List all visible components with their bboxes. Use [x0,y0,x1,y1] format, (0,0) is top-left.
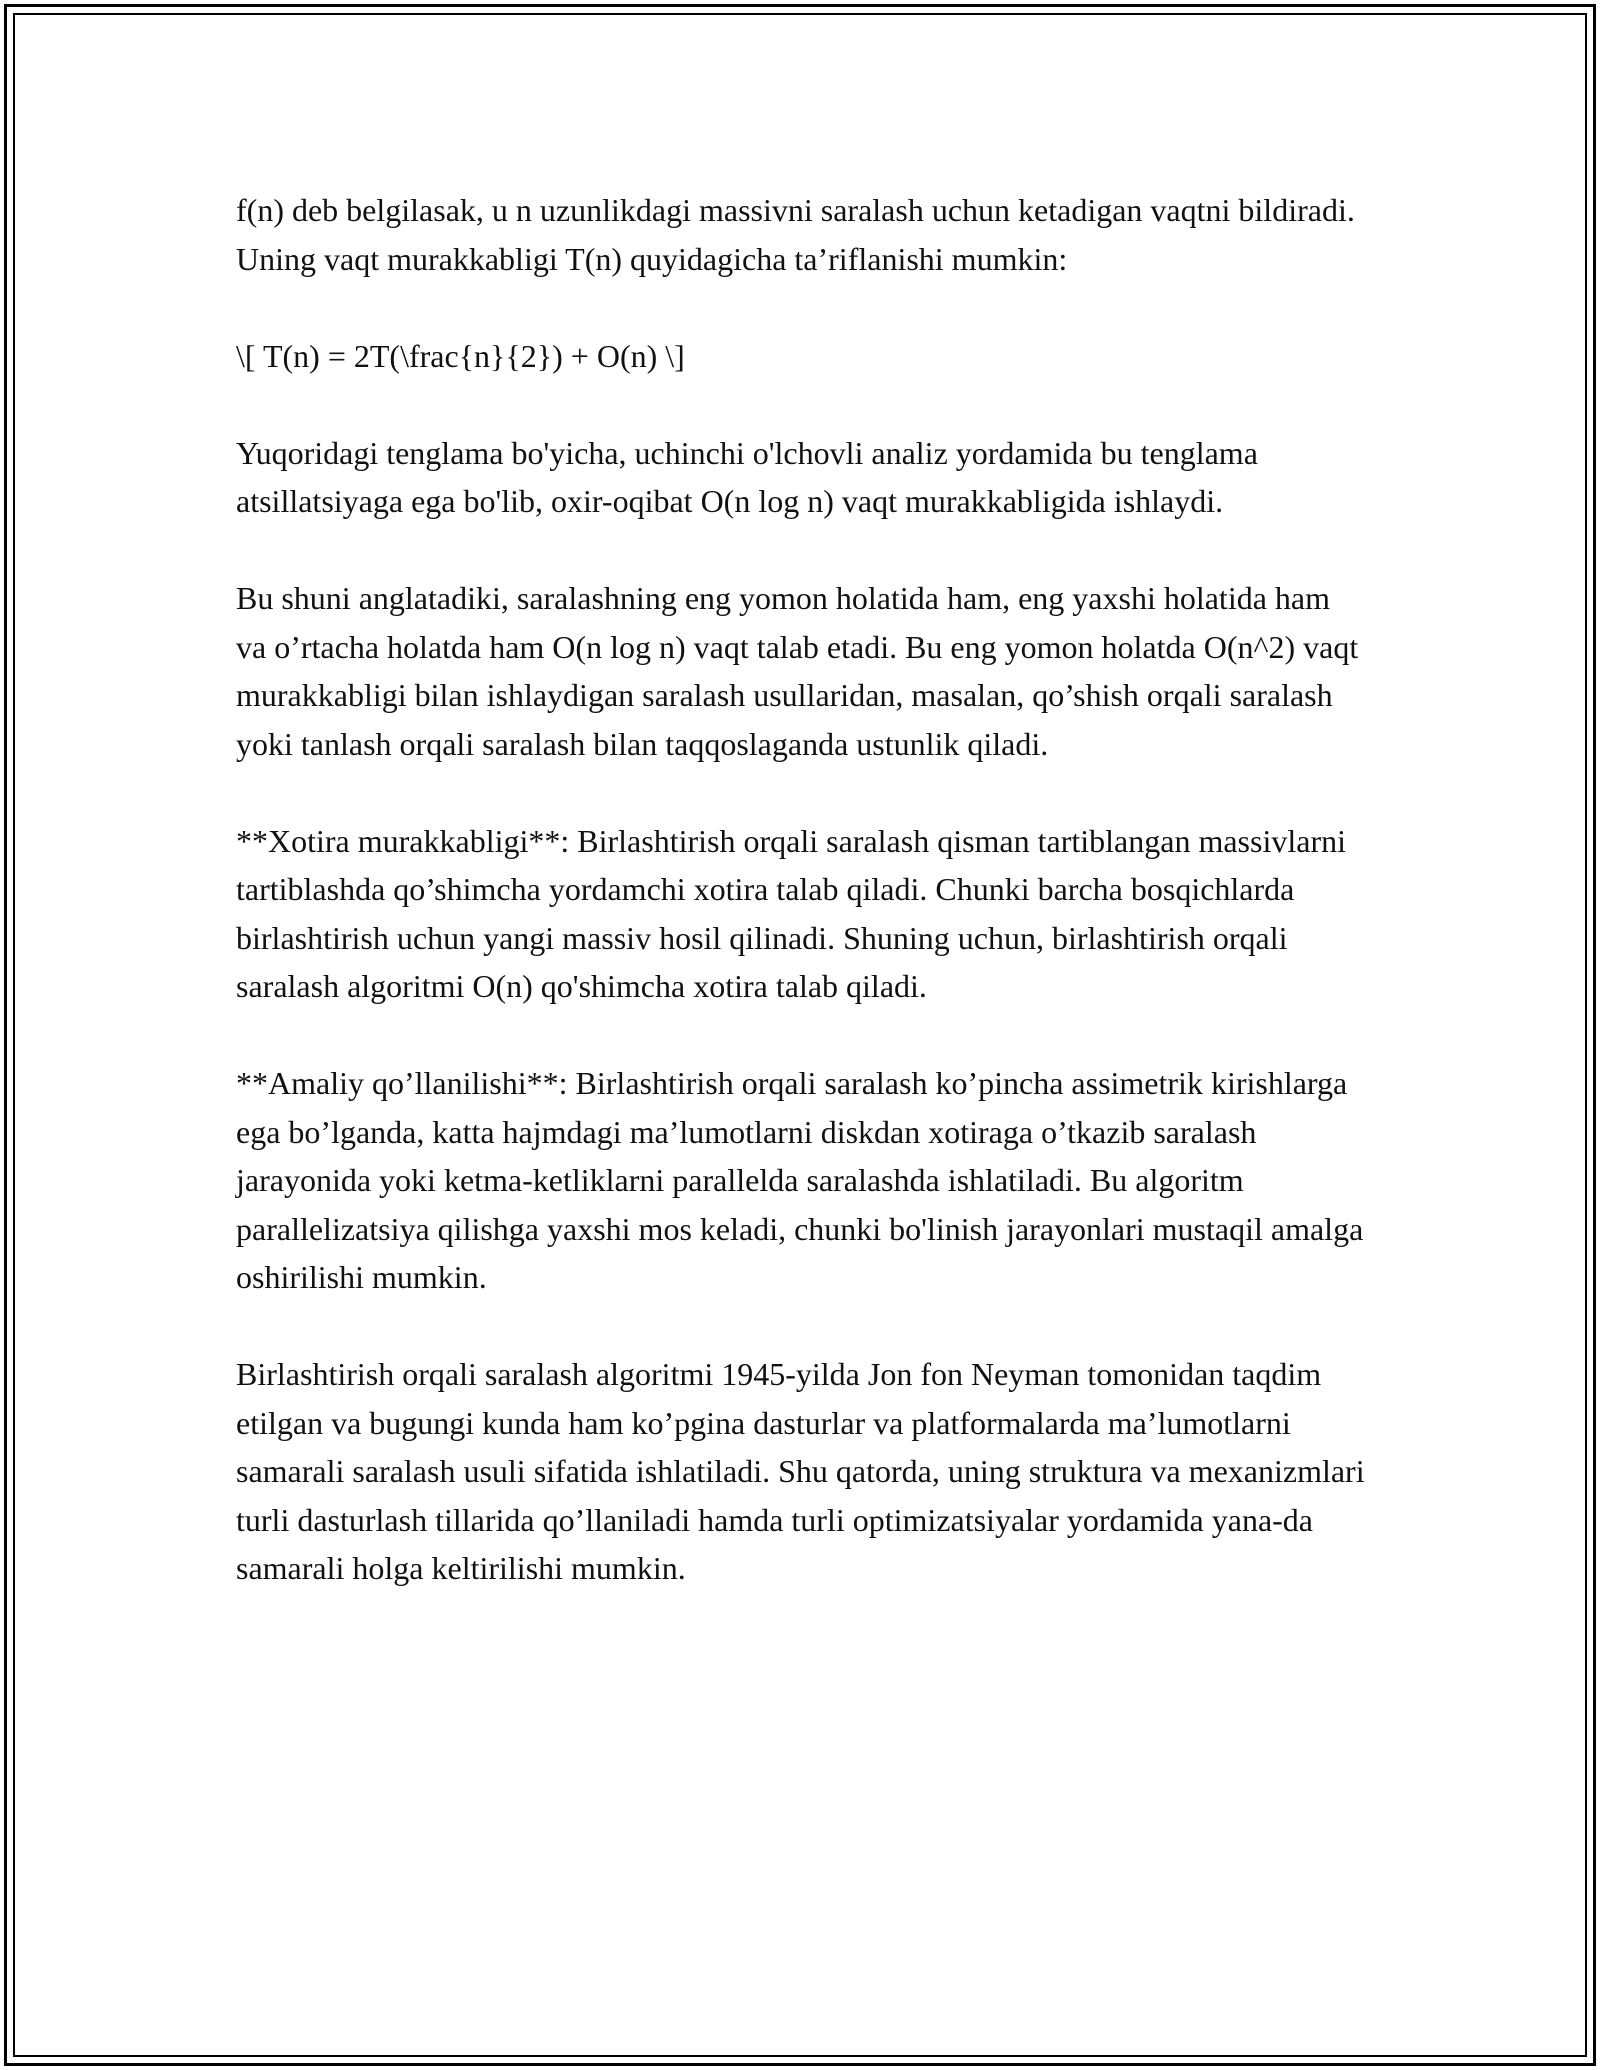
document-body [236,186,1366,1593]
paragraph-history: Birlashtirish orqali saralash algoritmi 1945-yilda Jon fon Neyman tomonidan taqdim etilgan va bugungi kunda ham ko’pgina dasturlar va platformalarda ma’lumotlarni samarali saralash usuli sifatida ishlatiladi. Shu qatorda, uning struktura va mexanizmlari turli dasturlash tillarida qo’llaniladi hamda turli optimizatsiyalar yordamida yana-da samarali holga keltirilishi mumkin. [236,1356,1365,1586]
paragraph-time-definition: f(n) deb belgilasak, u n uzunlikdagi massivni saralash uchun ketadigan vaqtni bildiradi. Uning vaqt murakkabligi T(n) quyidagicha ta’riflanishi mumkin: [236,192,1355,277]
paragraph-memory-complexity: **Xotira murakkabligi**: Birlashtirish orqali saralash qisman tartiblangan massivlarni tartiblashda qo’shimcha yordamchi xotira talab qiladi. Chunki barcha bosqichlarda birlashtirish uchun yangi massiv hosil qilinadi. Shuning uchun, birlashtirish orqali saralash algoritmi O(n) qo'shimcha xotira talab qiladi. [236,822,1346,1004]
paragraph-case-comparison: Bu shuni anglatadiki, saralashning eng yomon holatida ham, eng yaxshi holatida ham va o’rtacha holatda ham O(n log n) vaqt talab etadi. Bu eng yomon holatda O(n^2) vaqt murakkabligi bilan ishlaydigan saralash usullaridan, masalan, qo’shish orqali saralash yoki tanlash orqali saralash bilan taqqoslaganda ustunlik qiladi. [236,580,1359,762]
paragraph-complexity-result: Yuqoridagi tenglama bo'yicha, uchinchi o'lchovli analiz yordamida bu tenglama atsillatsiyaga ega bo'lib, oxir-oqibat O(n log n) vaqt murakkabligida ishlaydi. [236,434,1258,519]
paragraph-recurrence-formula: \[ T(n) = 2T(\frac{n}{2}) + O(n) \] [236,337,685,374]
paragraph-practical-use: **Amaliy qo’llanilishi**: Birlashtirish orqali saralash ko’pincha assimetrik kirishlarga ega bo’lganda, katta hajmdagi ma’lumotlarni diskdan xotiraga o’tkazib saralash jarayonida yoki ketma-ketliklarni parallelda saralashda ishlatiladi. Bu algoritm parallelizatsiya qilishga yaxshi mos keladi, chunki bo'linish jarayonlari mustaqil amalga oshirilishi mumkin. [236,1065,1364,1295]
